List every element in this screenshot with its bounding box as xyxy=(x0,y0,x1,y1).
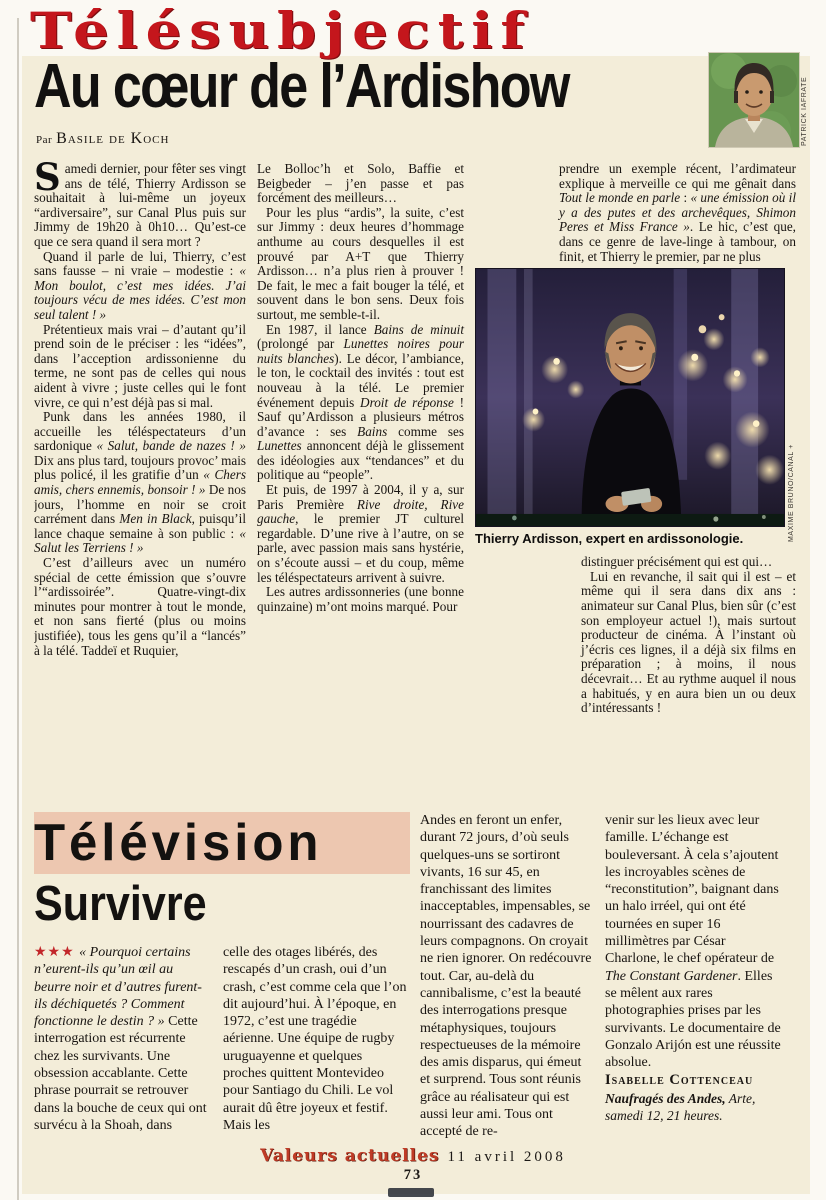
article1-column-1 xyxy=(34,162,246,804)
article1-title: Au cœur de l’Ardishow xyxy=(34,52,569,121)
paragraph: venir sur les lieux avec leur famille. L’échange est bouleversant. À cela s’ajoutent les incroyables scènes de “reconstitution”, baignant dans un halo irréel, qui ont été tournées en super 16 millimètres par César Charlone, le chef opérateur de The Constant Gardener. Elles se mêlent aux rares photographies prises par les survivants. Le documentaire de Gonzalo Arijón est une réussite absolue. xyxy=(605,813,781,1071)
paragraph: Punk dans les années 1980, il accueille les téléspectateurs d’un sardonique « Salut, bande de nazes ! » Dix ans plus tard, toujours provoc’ mais plus policé, il les gratifie d’un « Chers amis, chers ennemis, bonsoir ! » De nos jours, l’homme en noir se croit carrément dans Men in Black, puisqu’il lance chaque semaine à son public : « Salut les Terriens ! » xyxy=(34,409,247,556)
scan-smudge xyxy=(388,1188,434,1197)
paragraph: Samedi dernier, pour fêter ses vingt ans de télé, Thierry Ardisson se souhaitait à lui-même un joyeux “ardiversaire”, sur Canal Plus puis sur Jimmy de 19h20 à 0h10… Qu’est-ce que ce sera quand il sera mort ? xyxy=(34,162,246,249)
paragraph: prendre un exemple récent, l’ardimateur explique à merveille ce qui me gênait dans Tout le monde en parle : « une émission où il y a des putes et des archevêques, Shimon Peres et Miss France ». Le hic, c’est que, dans ce genre de lave-linge à tambour, on finit, et Thierry le premier, par ne plus xyxy=(559,162,796,264)
footer-line xyxy=(0,1146,826,1166)
paragraph: C’est d’ailleurs avec un numéro spécial de cette émission que s’ouvre l’“ardissoirée”. Quatre-vingt-dix minutes pour montrer à tout le monde, et non sans fierté (plus ou moins justifiée), tous les gens qu’il a “lancés” à la télé. Taddeï et Ruquier, xyxy=(34,555,246,658)
paragraph: Andes en feront un enfer, durant 72 jours, d’où seuls quelques-uns se sortiront vivants, 16 sur 45, en franchissant des limites inacceptables, impensables, se nourrissant des cadavres de leurs compagnons. On croyait ne rien ignorer. On redécouvre tout. Car, au-delà du cannibalisme, c’est la beauté des interrogations presque métaphysiques, toujours respectueuses de la mémoire des amis disparus, qui émeut et surprend. Tous sont réunis grâce au réalisateur qui est aussi leur ami. Tous ont accepté de re- xyxy=(420,813,592,1140)
paragraph: Lui en revanche, il sait qui il est – et même qui il sera dans dix ans : animateur sur Canal Plus, bien sûr (c’est son employeur actuel !), mais surtout producteur de cinéma. À l’instant où j’écris ces lignes, il a déjà six films en préparation ; à moins, il nous décevrait… Et au rythme auquel il nous a habitués, y en aura bien un ou deux d’intéressants ! xyxy=(581,568,796,716)
paragraph: Quand il parle de lui, Thierry, c’est sans fausse – ni vraie – modestie : « Mon boulot, c’est mes idées. J’ai toujours vécu de mes idées. C’est mon seul talent ! » xyxy=(34,248,246,322)
section-band xyxy=(34,812,410,874)
paragraph: En 1987, il lance Bains de minuit (prolongé par Lunettes noires pour nuits blanches). Le décor, l’ambiance, le ton, le cocktail des invités : tout est nouveau à la télé. Le premier événement depuis Droit de réponse ! Sauf qu’Ardisson a plusieurs métros d’avance : ses Bains comme ses Lunettes annoncent déjà le glissement des idéologies aux “tendances” et du politique au “people”. xyxy=(257,321,464,483)
ardisson-photo xyxy=(475,268,796,546)
paragraph: Pour les plus “ardis”, la suite, c’est sur Jimmy : deux heures d’hommage anthume au cours desquelles il est prouvé par A+T que Thierry Ardisson… n’a plus rien à prouver ! De fait, le mec a fait bouger la télé, et souvent dans le bon sens. Deux fois surtout, me semble-t-il. xyxy=(257,204,464,322)
issue-date: 11 avril 2008 xyxy=(447,1149,566,1165)
article1-column-3-top xyxy=(475,162,796,264)
byline-prefix: Par xyxy=(36,134,53,146)
section-kicker: Télésubjectif xyxy=(30,1,533,60)
author-portrait xyxy=(708,52,808,146)
byline xyxy=(36,130,169,148)
article2-column-3 xyxy=(420,812,592,1164)
article1-column-2 xyxy=(257,162,464,804)
article1-column-3 xyxy=(475,162,796,804)
article2-column-4 xyxy=(605,812,781,1164)
paragraph: Isabelle Cottenceau xyxy=(605,1072,754,1089)
paragraph: Naufragés des Andes, Arte, samedi 12, 21 heures. xyxy=(605,1090,756,1124)
page-footer xyxy=(0,1146,826,1184)
paragraph: Les autres ardissonneries (une bonne quinzaine) m’ont moins marqué. Pour xyxy=(257,584,464,614)
photo-caption: Thierry Ardisson, expert en ardissonologie. xyxy=(475,531,744,547)
page-number: 73 xyxy=(403,1167,423,1183)
article2 xyxy=(34,812,796,1164)
byline-author: Basile de Koch xyxy=(56,130,170,147)
photo-credit: MAXIME BRUNO/CANAL + xyxy=(788,444,795,543)
article1-column-3-bottom xyxy=(475,555,796,716)
magazine-logo: Valeurs actuelles xyxy=(260,1146,440,1166)
article2-header xyxy=(34,812,410,929)
paragraph: Le Bolloc’h et Solo, Baffie et Beigbeder – j’en passe et pas forcément des meilleurs… xyxy=(257,162,464,206)
paragraph: distinguer précisément qui est qui… xyxy=(581,554,773,570)
ardisson-photo-illustration xyxy=(475,268,785,527)
paragraph: ★★★ « Pourquoi certains n’eurent-ils qu’un œil au beurre noir et d’autres furent-ils déchiquetés ? Comment fonctionne le destin ? » Cette interrogation est récurrente chez les survivants. Une obsession accablante. Cette phrase pourrait se retrouver dans la bouche de ceux qui ont survécu à la Shoah, dans xyxy=(34,945,207,1133)
paragraph: celle des otages libérés, des rescapés d’un crash, oui d’un crash, c’est comme cela que l’on dit aujourd’hui. À l’époque, en 1972, c’est une tragédie aérienne. Une équipe de rugby uruguayenne et quelques proches quittent Montevideo pour Santiago du Chili. Le vol aurait dû être joyeux et festif. Mais les xyxy=(223,945,407,1133)
article1-body xyxy=(34,162,796,804)
portrait-photo-credit: PATRICK IAFRATE xyxy=(801,76,808,146)
paragraph: Prétentieux mais vrai – d’autant qu’il prend soin de le préciser : les “idées”, dans l’acception ardissonienne du terme, ne sont pas de celles qui nous aident à vivre ; juste celles qui le font vivre, ce qui n’est déjà pas si mal. xyxy=(34,321,246,410)
article1-header xyxy=(30,1,808,158)
section-title: Télévision xyxy=(34,814,323,872)
paragraph: Et puis, de 1997 à 2004, il y a, sur Paris Première Rive droite, Rive gauche, le premier JT culturel regardable. D’une rive à l’autre, on se parle, avec passion mais sans hystérie, on s’écoute aussi – et du coup, même les téléspectateurs arrivent à suivre. xyxy=(257,482,464,585)
author-portrait-illustration xyxy=(708,52,800,148)
article2-headline: Survivre xyxy=(34,877,207,931)
